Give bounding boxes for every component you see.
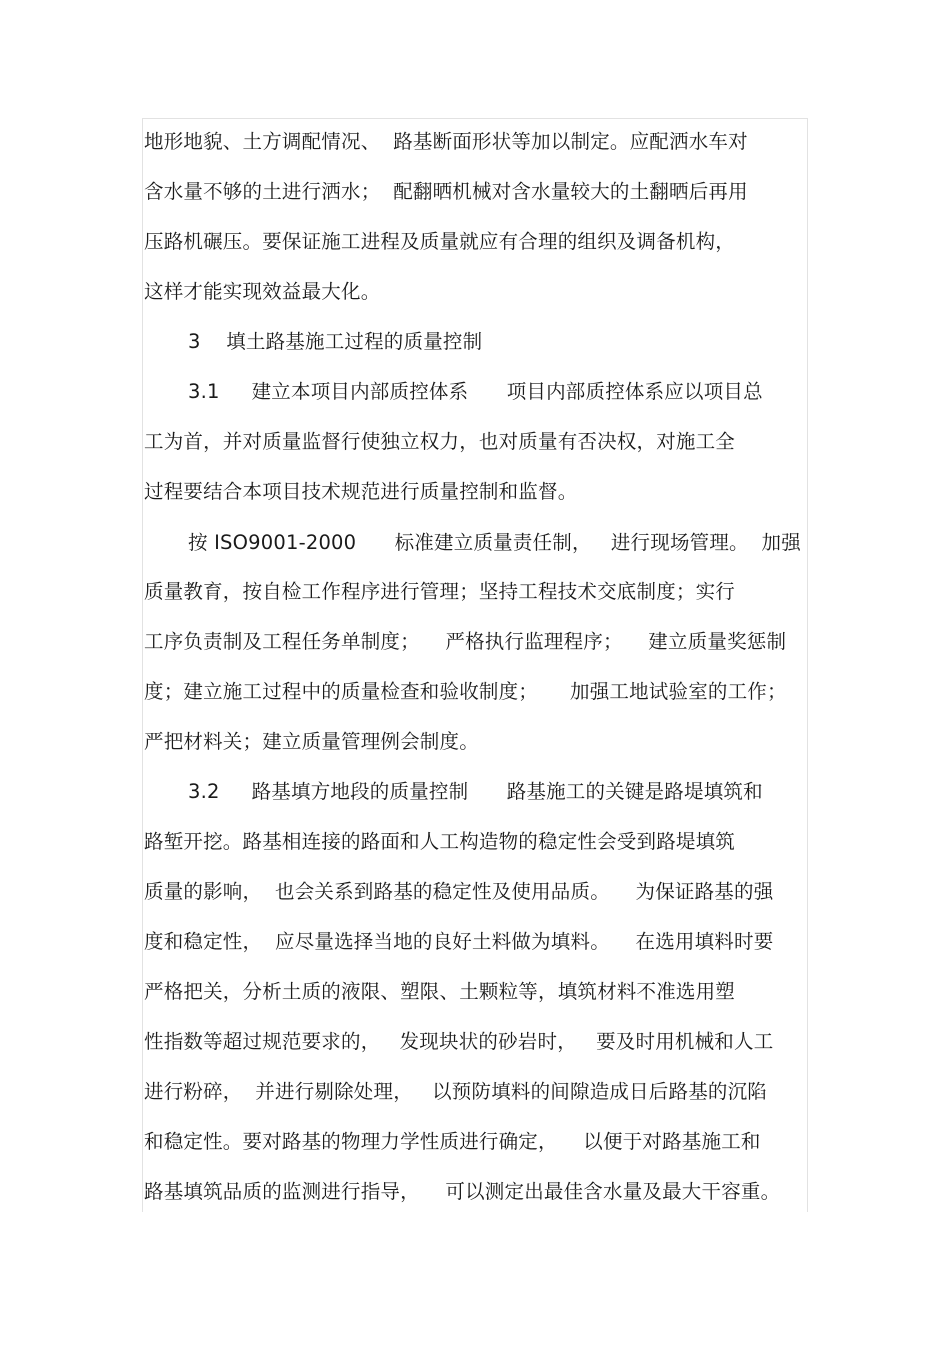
section-heading-3: 3 填土路基施工过程的质量控制 (188, 330, 483, 353)
body-line-7: 工为首，并对质量监督行使独立权力，也对质量有否决权，对施工全 (144, 430, 736, 453)
body-line-2: 含水量不够的土进行洒水； 配翻晒机械对含水量较大的土翻晒后再用 (144, 180, 748, 203)
body-line-4: 这样才能实现效益最大化。 (144, 280, 381, 303)
body-line-18: 严格把关，分析土质的液限、塑限、土颗粒等，填筑材料不准选用塑 (144, 980, 736, 1003)
subsection-heading-3-2: 3.2 路基填方地段的质量控制 路基施工的关键是路堤填筑和 (188, 780, 763, 803)
body-line-22: 路基填筑品质的监测进行指导， 可以测定出最佳含水量及最大干容重。 (144, 1180, 781, 1203)
body-line-21: 和稳定性。要对路基的物理力学性质进行确定， 以便于对路基施工和 (144, 1130, 761, 1153)
body-line-13: 严把材料关；建立质量管理例会制度。 (144, 730, 479, 753)
body-line-12: 度；建立施工过程中的质量检查和验收制度； 加强工地试验室的工作； (144, 680, 787, 703)
body-line-10: 质量教育，按自检工作程序进行管理；坚持工程技术交底制度；实行 (144, 580, 736, 603)
subsection-heading-3-1: 3.1 建立本项目内部质控体系 项目内部质控体系应以项目总 (188, 380, 763, 403)
body-line-3: 压路机碾压。要保证施工进程及质量就应有合理的组织及调备机构， (144, 230, 736, 253)
body-line-1: 地形地貌、土方调配情况、 路基断面形状等加以制定。应配洒水车对 (144, 130, 748, 153)
body-line-19: 性指数等超过规范要求的， 发现块状的砂岩时， 要及时用机械和人工 (144, 1030, 774, 1053)
body-line-17: 度和稳定性， 应尽量选择当地的良好土料做为填料。 在选用填料时要 (144, 930, 774, 953)
paragraph-iso-start: 按 ISO9001-2000 标准建立质量责任制， 进行现场管理。 加强 (188, 531, 801, 554)
body-line-8: 过程要结合本项目技术规范进行质量控制和监督。 (144, 480, 578, 503)
body-line-15: 路堑开挖。路基相连接的路面和人工构造物的稳定性会受到路堤填筑 (144, 830, 736, 853)
body-line-16: 质量的影响， 也会关系到路基的稳定性及使用品质。 为保证路基的强 (144, 880, 774, 903)
body-line-20: 进行粉碎， 并进行剔除处理， 以预防填料的间隙造成日后路基的沉陷 (144, 1080, 767, 1103)
body-line-11: 工序负责制及工程任务单制度； 严格执行监理程序； 建立质量奖惩制 (144, 630, 787, 653)
